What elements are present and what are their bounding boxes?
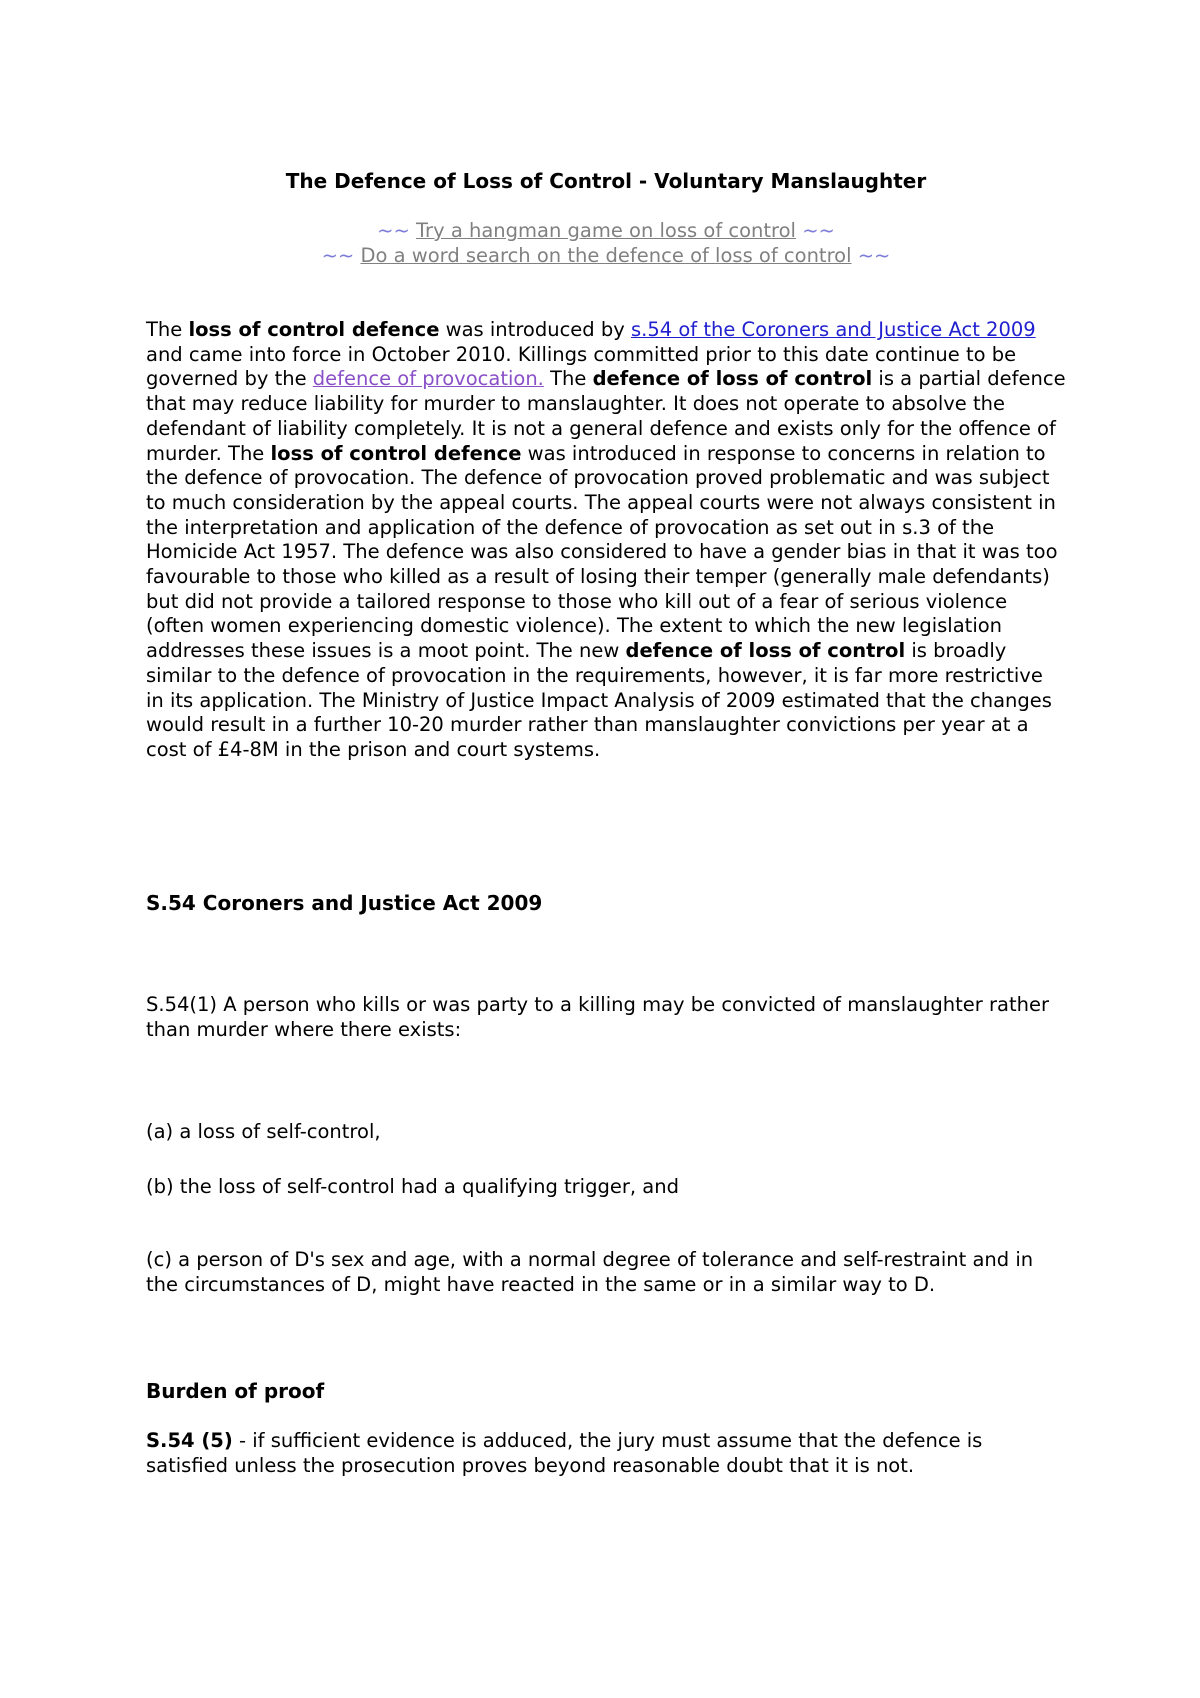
section-label: S.54 (5) xyxy=(146,1429,233,1452)
s54-item-a: (a) a loss of self-control, xyxy=(146,1120,381,1143)
burden-paragraph xyxy=(146,1429,1066,1478)
intro-text: was introduced by xyxy=(439,318,631,341)
bold-term: defence of loss of control xyxy=(625,639,906,663)
provocation-link[interactable]: defence of provocation. xyxy=(312,367,544,391)
intro-text: is a partial defence that may reduce liability for murder to manslaughter. It does not operate to absolve the defendant of liability completely. It is not a general defence and exists only for the offence of murder. The xyxy=(146,367,1066,465)
intro-text: The xyxy=(146,318,189,341)
bold-term: loss of control defence xyxy=(270,441,522,465)
burden-heading: Burden of proof xyxy=(146,1379,325,1403)
s54-heading: S.54 Coroners and Justice Act 2009 xyxy=(146,891,543,915)
intro-text: and came into force in October 2010. Killings committed prior to this date continue to be governed by the xyxy=(146,342,1017,391)
bold-term: defence of loss of control xyxy=(592,367,873,391)
s54-subsection-1: S.54(1) A person who kills or was party to a killing may be convicted of manslaughter rather than murder where there exists: xyxy=(146,993,1050,1041)
wordsearch-link-line xyxy=(146,244,1066,269)
intro-text: was introduced in response to concerns in relation to the defence of provocation. The defence of provocation proved problematic and was subject to much consideration by the appeal courts. The appeal courts were not always consistent in the interpretation and application of the defence of provocation as set out in s.3 of the Homicide Act 1957. The defence was also considered to have a gender bias in that it was too favourable to those who killed as a result of losing their temper (generally male defendants) but did not provide a tailored response to those who kill out of a fear of serious violence (often women experiencing domestic violence). The extent to which the new legislation addresses these issues is a moot point. The new xyxy=(146,441,1058,663)
word-search-link[interactable]: Do a word search on the defence of loss of control xyxy=(360,243,852,267)
tilde-decoration: ~~ xyxy=(802,219,835,242)
coroners-act-link[interactable]: s.54 of the Coroners and Justice Act 2009 xyxy=(630,318,1036,341)
hangman-link-line xyxy=(146,219,1066,244)
burden-text: - if sufficient evidence is adduced, the jury must assume that the defence is satisfied unless the prosecution proves beyond reasonable doubt that it is not. xyxy=(146,1429,983,1477)
s54-item-c: (c) a person of D's sex and age, with a normal degree of tolerance and self-restraint and in the circumstances of D, might have reacted in the same or in a similar way to D. xyxy=(146,1248,1034,1296)
tilde-decoration: ~~ xyxy=(377,219,410,242)
bold-term: loss of control defence xyxy=(188,318,440,341)
tilde-decoration: ~~ xyxy=(321,243,355,267)
intro-paragraph xyxy=(146,318,1066,763)
tilde-decoration: ~~ xyxy=(857,243,891,267)
page-title: The Defence of Loss of Control - Voluntary Manslaughter xyxy=(285,169,927,193)
intro-text: is broadly similar to the defence of provocation in the requirements, however, it is far more restrictive in its application. The Ministry of Justice Impact Analysis of 2009 estimated that the changes would result in a further 10-20 murder rather than manslaughter convictions per year at a cost of £4-8M in the prison and court systems. xyxy=(146,639,1052,761)
s54-item-b: (b) the loss of self-control had a qualifying trigger, and xyxy=(146,1175,679,1198)
external-links xyxy=(146,219,1066,268)
intro-text: The xyxy=(543,367,593,391)
hangman-game-link[interactable]: Try a hangman game on loss of control xyxy=(416,219,796,242)
